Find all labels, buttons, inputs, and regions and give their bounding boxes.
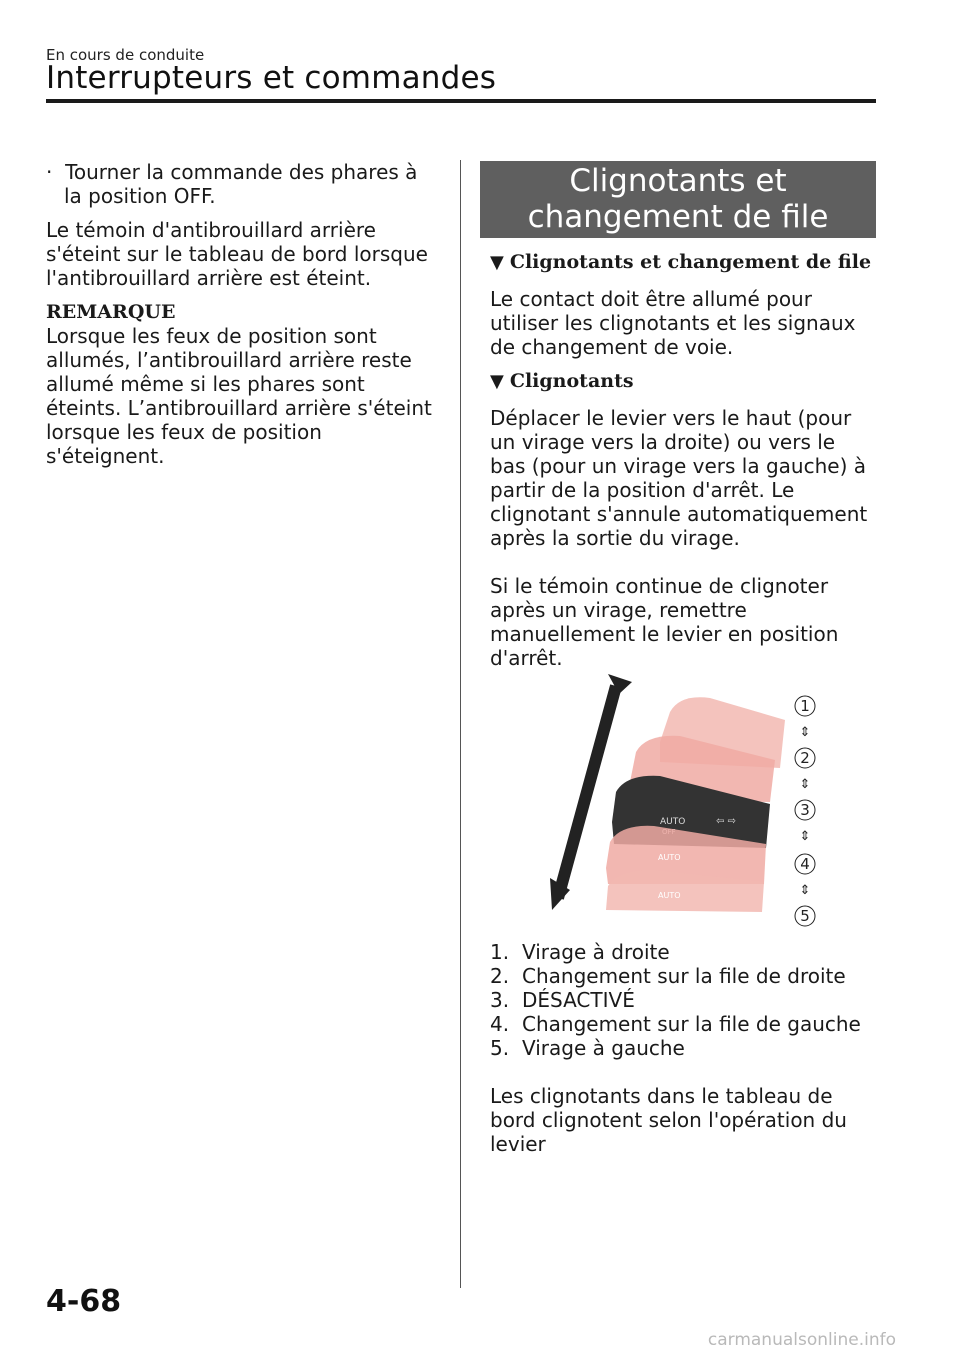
ignition-paragraph: Le contact doit être allumé pour utiliser les clignotants et les signaux de changement de voie. [490,287,856,359]
subheading-text: Clignotants et changement de file [509,251,872,273]
triangle-down-icon: ▼ [490,371,504,392]
up-down-arrow-icon: ⇕ [799,725,811,740]
lever-symbols: ⇦ ⇨ [716,816,736,827]
figure-legend [490,940,876,1060]
header-rule [46,99,876,103]
turn-signal-lever-figure [540,672,840,932]
lever-label: AUTO [660,817,686,827]
up-down-arrow-icon: ⇕ [799,883,811,898]
note-block [46,300,441,468]
triangle-down-icon: ▼ [490,252,504,273]
callout-4: 4 [800,855,810,873]
legend-item: 5. Virage à gauche [490,1036,685,1060]
rear-fog-paragraph: Le témoin d'antibrouillard arrière s'éteint sur le tableau de bord lorsque l'antibrouillard arrière est éteint. [46,218,428,290]
callout-1: 1 [800,697,810,715]
lever-label: AUTO [658,853,681,862]
indicator-paragraph: Si le témoin continue de clignoter après un virage, remettre manuellement le levier en position d'arrêt. [490,574,839,670]
up-down-arrow-icon: ⇕ [799,777,811,792]
subheading-turn-signals [490,369,876,394]
chapter-title: Interrupteurs et commandes [46,60,497,96]
legend-item: 1. Virage à droite [490,940,670,964]
legend-item: 2. Changement sur la file de droite [490,964,846,988]
bullet-item [46,160,441,208]
banner-line-2: changement de file [527,199,829,235]
bullet-text: Tourner la commande des phares à la position OFF. [64,160,418,208]
legend-item: 4. Changement sur la file de gauche [490,1012,861,1036]
left-column [46,160,441,468]
bullet-marker: · [46,160,53,184]
section-banner [480,161,876,238]
subheading-text: Clignotants [509,370,634,392]
right-column [490,250,876,680]
lever-paragraph: Déplacer le levier vers le haut (pour un virage vers la droite) ou vers le bas (pour un virage vers la gauche) à partir de la position d'arrêt. Le clignotant s'annule automatiquement après la sortie du virage. [490,406,868,550]
callout-3: 3 [800,801,810,819]
closing-paragraph: Les clignotants dans le tableau de bord clignotent selon l'opération du levier [490,1084,847,1156]
lever-label: AUTO [658,891,681,900]
watermark: carmanualsonline.info [707,1330,896,1350]
page-number: 4-68 [46,1284,122,1319]
note-text: Lorsque les feux de position sont allumés, l’antibrouillard arrière reste allumé même si les phares sont éteints. L’antibrouillard arrière s'éteint lorsque les feux de position s'éteignent. [46,324,432,468]
callout-2: 2 [800,749,810,767]
note-heading: REMARQUE [46,301,176,323]
up-down-arrow-icon: ⇕ [799,829,811,844]
column-divider [460,160,461,1288]
legend-item: 3. DÉSACTIVÉ [490,988,635,1012]
banner-line-1: Clignotants et [569,163,787,199]
running-head: En cours de conduite [46,46,205,64]
subheading-turn-and-lane [490,250,876,275]
callout-5: 5 [800,907,810,925]
